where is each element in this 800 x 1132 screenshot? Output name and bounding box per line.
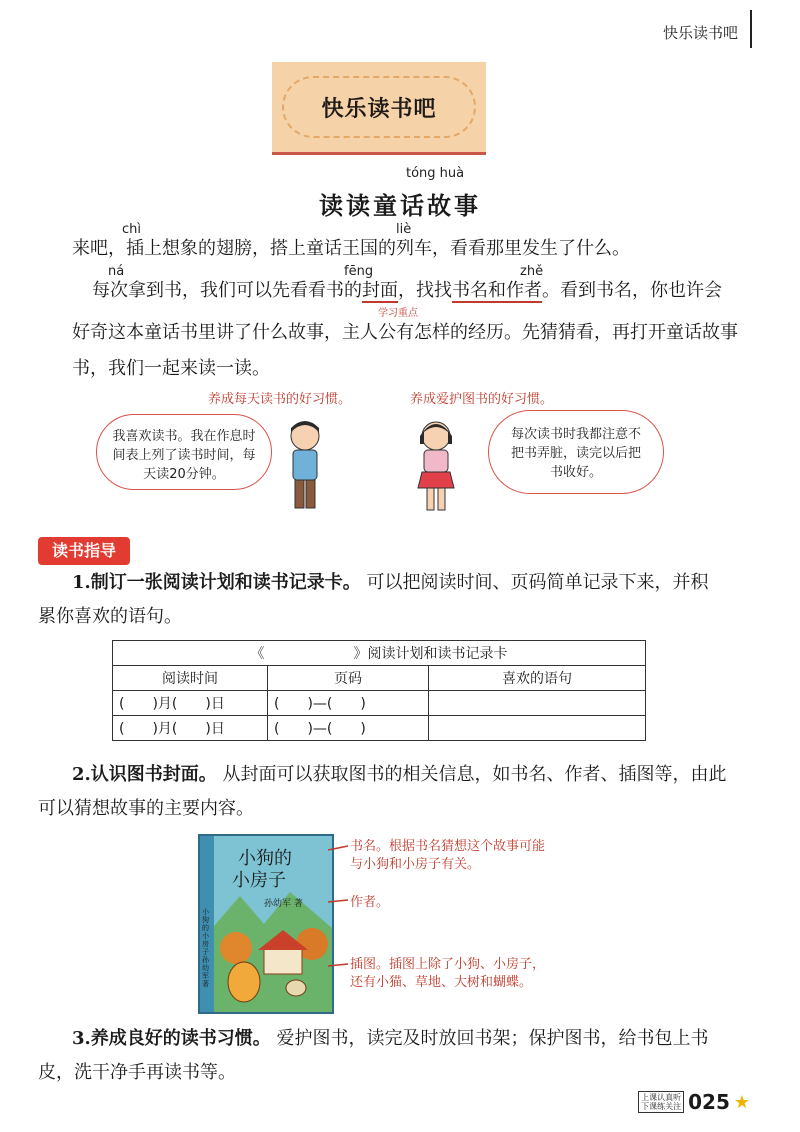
study-focus-mark: 学习重点 <box>378 308 418 319</box>
header-divider <box>750 10 752 48</box>
girl-leg-left <box>427 488 434 510</box>
table-title-right: 》阅读计划和读书记录卡 <box>353 646 508 662</box>
subtitle-pinyin: tóng huà <box>406 166 465 181</box>
table-title-cell <box>113 641 646 666</box>
table-header-row <box>113 666 646 691</box>
section-banner <box>272 62 486 152</box>
pinyin-chi: chì <box>122 222 141 237</box>
girl-habit-note: 养成爱护图书的好习惯。 <box>410 392 554 407</box>
book-spine-text: 小狗的小房子 孙幼军 著 <box>202 908 209 988</box>
book-tree-left <box>220 932 252 964</box>
paragraph-1: 来吧，插上想象的翅膀，搭上童话王国的列车，看看那里发生了什么。 <box>72 238 630 259</box>
arrow-illustration <box>328 964 348 966</box>
p2-text-a: 每次拿到书，我们可以先看看书的 <box>92 280 362 301</box>
p2-keyword-title-author: 书名和作者 <box>452 280 542 301</box>
page-subtitle: 读读童话故事 <box>319 191 481 220</box>
boy-leg-right <box>306 480 315 508</box>
guide-item-3-text-a: 爱护图书，读完及时放回书架；保护图书，给书包上书 <box>276 1028 709 1049</box>
guide-item-1-text-b: 累你喜欢的语句。 <box>38 606 182 627</box>
p2-text-c: ，找找 <box>398 280 452 301</box>
boy-habit-note: 养成每天读书的好习惯。 <box>208 392 352 407</box>
table-title-left: 《 <box>250 646 265 662</box>
footer-motto-b: 下课练关注 <box>641 1102 682 1111</box>
table-cell-page[interactable]: ( )—( ) <box>268 691 429 716</box>
arrow-title <box>328 846 348 850</box>
table-header-page: 页码 <box>268 666 429 691</box>
pinyin-feng: fēng <box>344 264 374 279</box>
boy-speech-bubble <box>96 414 272 490</box>
book-house <box>264 948 302 974</box>
guide-item-2-text-b: 可以猜想故事的主要内容。 <box>38 798 254 819</box>
paragraph-2-line-3: 书，我们一起来读一读。 <box>72 358 270 379</box>
table-cell-time[interactable]: ( )月( )日 <box>113 691 268 716</box>
star-icon: ★ <box>733 1091 750 1113</box>
pinyin-na: ná <box>108 264 125 279</box>
guide-item-2-title: 2.认识图书封面。 <box>72 764 217 785</box>
table-header-time: 阅读时间 <box>113 666 268 691</box>
paragraph-2-line-2: 好奇这本童话书里讲了什么故事，主人公有怎样的经历。先猜猜看，再打开童话故事 <box>72 322 738 343</box>
girl-speech-text: 每次读书时我都注意不把书弄脏，读完以后把书收好。 <box>510 427 641 480</box>
guide-item-2-text-a: 从封面可以获取图书的相关信息，如书名、作者、插图等，由此 <box>222 764 727 785</box>
guide-item-3-title: 3.养成良好的读书习惯。 <box>72 1028 271 1049</box>
guide-item-1 <box>72 568 709 598</box>
girl-speech-bubble <box>488 410 664 494</box>
book-cover <box>198 834 334 1014</box>
footer-motto-a: 上课认真听 <box>641 1093 682 1102</box>
guide-item-3-text-b: 皮，洗干净手再读书等。 <box>38 1062 236 1083</box>
table-cell-sentence[interactable] <box>429 716 646 741</box>
footer-motto <box>638 1091 684 1113</box>
label-book-title-b: 与小狗和小房子有关。 <box>350 857 481 872</box>
boy-shirt <box>293 450 317 480</box>
pinyin-zhe: zhě <box>520 264 544 279</box>
table-row <box>113 691 646 716</box>
table-title-row <box>113 641 646 666</box>
guide-item-3 <box>72 1024 709 1054</box>
p2-keyword-cover: 封面 <box>362 280 398 301</box>
banner-underline <box>272 152 486 155</box>
label-book-illustration <box>350 956 545 992</box>
guide-item-1-title: 1.制订一张阅读计划和读书记录卡。 <box>72 572 361 593</box>
page-footer <box>638 1090 750 1114</box>
book-title-line-2: 小房子 <box>232 870 286 891</box>
book-dog <box>228 962 260 1002</box>
girl-illustration <box>410 418 462 514</box>
girl-leg-right <box>438 488 445 510</box>
reading-record-table <box>112 640 646 741</box>
banner-title: 快乐读书吧 <box>321 97 437 122</box>
guide-item-1-text-a: 可以把阅读时间、页码简单记录下来，并积 <box>366 572 709 593</box>
girl-shirt <box>424 450 448 472</box>
book-label-arrows <box>328 836 352 976</box>
book-title <box>232 848 292 892</box>
table-header-sentence: 喜欢的语句 <box>429 666 646 691</box>
arrow-author <box>328 900 348 902</box>
label-book-title-a: 书名。根据书名猜想这个故事可能 <box>350 839 546 854</box>
pinyin-lie: liè <box>396 222 412 237</box>
boy-illustration <box>280 418 330 514</box>
reading-guide-tag: 读书指导 <box>38 537 130 565</box>
label-book-title <box>350 838 545 874</box>
label-book-illustration-b: 还有小猫、草地、大树和蝴蝶。 <box>350 975 533 990</box>
table-cell-time[interactable]: ( )月( )日 <box>113 716 268 741</box>
page-number: 025 <box>688 1090 730 1114</box>
paragraph-2-line-1 <box>92 276 722 306</box>
label-book-illustration-a: 插图。插图上除了小狗、小房子， <box>350 957 546 972</box>
guide-item-2 <box>72 760 727 790</box>
table-row <box>113 716 646 741</box>
book-title-line-1: 小狗的 <box>238 848 292 869</box>
table-cell-sentence[interactable] <box>429 691 646 716</box>
book-cat <box>286 980 306 996</box>
boy-speech-text: 我喜欢读书。我在作息时间表上列了读书时间，每天读20分钟。 <box>112 429 256 482</box>
book-author: 孙幼军 著 <box>264 899 303 909</box>
boy-leg-left <box>295 480 304 508</box>
running-header: 快乐读书吧 <box>662 24 738 42</box>
girl-skirt <box>418 472 454 488</box>
label-book-author: 作者。 <box>350 895 390 910</box>
p2-text-e: 。看到书名，你也许会 <box>542 280 722 301</box>
table-cell-page[interactable]: ( )—( ) <box>268 716 429 741</box>
